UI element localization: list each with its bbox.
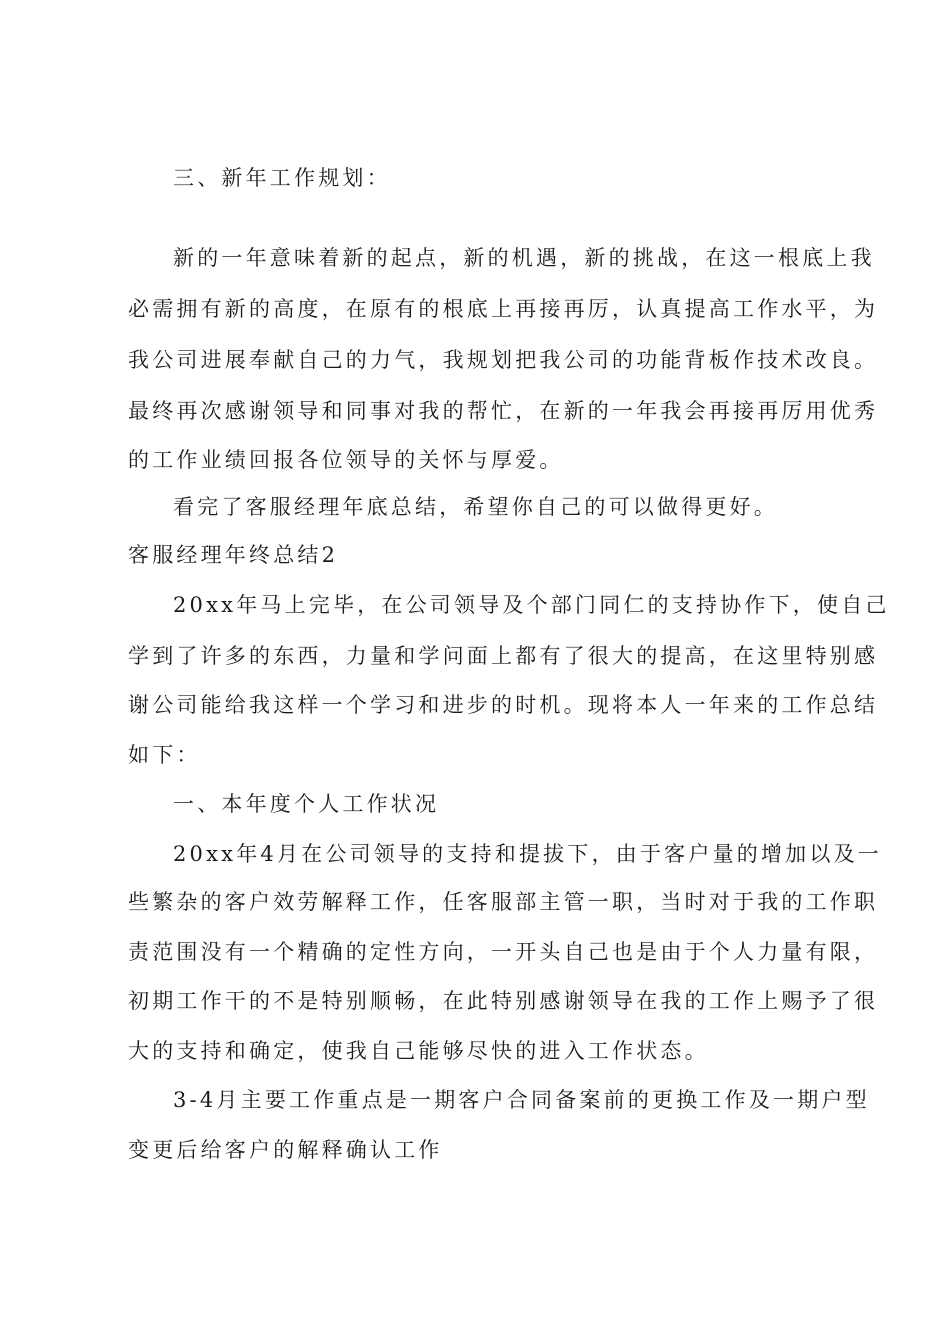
paragraph-line: 必需拥有新的高度，在原有的根底上再接再厉，认真提高工作水平，为 — [128, 297, 879, 321]
paragraph-line: 20xx年4月在公司领导的支持和提拔下，由于客户量的增加以及一 — [173, 842, 882, 866]
section-heading-new-year-plan: 三、新年工作规划： — [173, 166, 391, 190]
paragraph-line: 如下： — [128, 743, 201, 767]
paragraph-line: 责范围没有一个精确的定性方向，一开头自己也是由于个人力量有限， — [128, 940, 879, 964]
paragraph-line: 初期工作干的不是特别顺畅，在此特别感谢领导在我的工作上赐予了很 — [128, 989, 879, 1013]
paragraph-line: 20xx年马上完毕，在公司领导及个部门同仁的支持协作下，使自己 — [173, 593, 890, 617]
paragraph-line: 的工作业绩回报各位领导的关怀与厚爱。 — [128, 448, 564, 472]
paragraph-line: 新的一年意味着新的起点，新的机遇，新的挑战，在这一根底上我 — [173, 246, 875, 270]
paragraph-line: 最终再次感谢领导和同事对我的帮忙，在新的一年我会再接再厉用优秀 — [128, 399, 879, 423]
paragraph-line: 谢公司能给我这样一个学习和进步的时机。现将本人一年来的工作总结 — [128, 693, 879, 717]
paragraph-line: 3-4月主要工作重点是一期客户合同备案前的更换工作及一期户型 — [173, 1088, 870, 1112]
paragraph-line: 看完了客服经理年底总结，希望你自己的可以做得更好。 — [173, 495, 778, 519]
paragraph-line: 大的支持和确定，使我自己能够尽快的进入工作状态。 — [128, 1039, 709, 1063]
paragraph-line: 学到了许多的东西，力量和学问面上都有了很大的提高，在这里特别感 — [128, 644, 879, 668]
paragraph-line: 我公司进展奉献自己的力气，我规划把我公司的功能背板作技术改良。 — [128, 348, 879, 372]
paragraph-line: 变更后给客户的解释确认工作 — [128, 1138, 443, 1162]
section-heading-personal-work: 一、本年度个人工作状况 — [173, 792, 440, 816]
section-title: 客服经理年终总结2 — [128, 543, 339, 567]
paragraph-line: 些繁杂的客户效劳解释工作，任客服部主管一职，当时对于我的工作职 — [128, 890, 879, 914]
